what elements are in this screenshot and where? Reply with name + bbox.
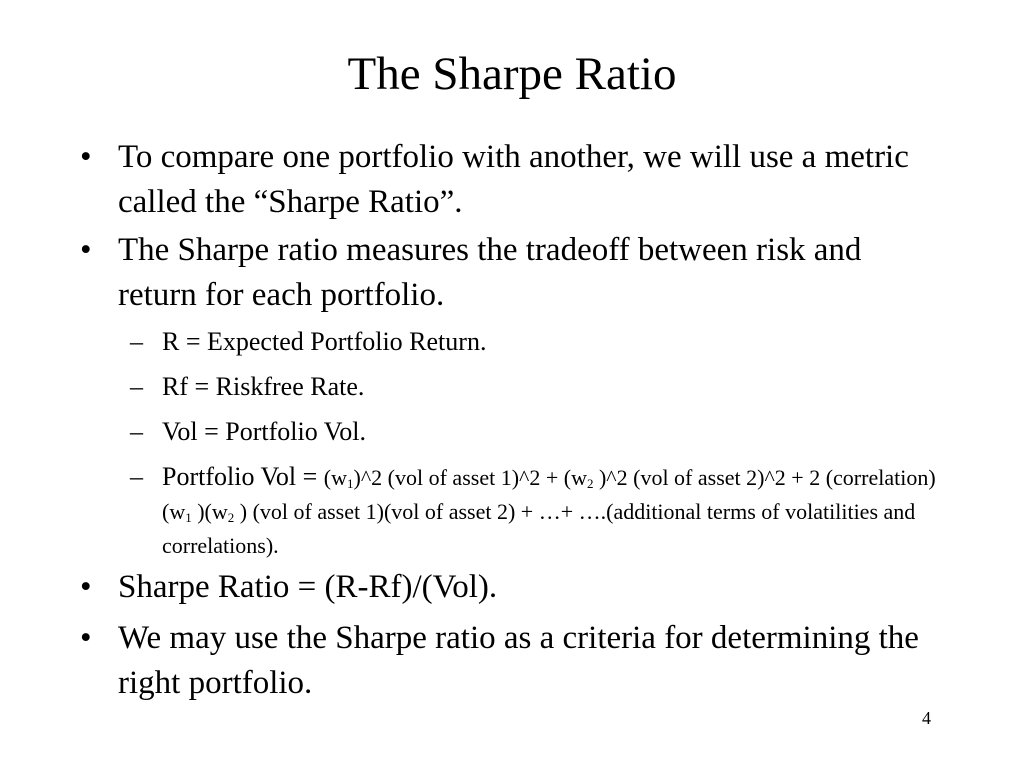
formula-text: $(w_1)\^{}2$ (vol of asset 1)^2 + ($w_2$ )^2 (vol of asset 2)^2 + 2 (correlation) ($w_1$ )($w_2$ ) (vol of asset 1)(vol of asset 2) + …+ ….(additional terms of volatilities and correlations). <box>162 465 936 558</box>
bullet-marker: • <box>80 139 92 175</box>
page-number: 4 <box>922 708 931 728</box>
sub-bullet-marker: – <box>130 462 143 491</box>
bullet-marker: • <box>80 620 92 656</box>
sub-bullet-portfolio-vol: Vol = Portfolio Vol. <box>162 417 366 446</box>
bullet-sharpe-formula: Sharpe Ratio = (R-Rf)/(Vol). <box>118 569 498 605</box>
sub-bullet-marker: – <box>130 327 143 356</box>
sub-bullet-riskfree-rate: Rf = Riskfree Rate. <box>162 372 365 401</box>
formula-lead: Portfolio Vol = <box>162 462 324 491</box>
slide-title: The Sharpe Ratio <box>347 48 677 100</box>
bullet-compare-portfolios: To compare one portfolio with another, we will use a metric called the “Sharpe Ratio”. <box>118 139 909 220</box>
sub-bullet-marker: – <box>130 417 143 446</box>
sub-bullet-expected-return: R = Expected Portfolio Return. <box>162 327 487 356</box>
bullet-sharpe-criteria: We may use the Sharpe ratio as a criteria for determining the right portfolio. <box>118 620 919 701</box>
sub-bullet-vol-formula <box>162 460 942 562</box>
bullet-sharpe-tradeoff: The Sharpe ratio measures the tradeoff between risk and return for each portfolio. <box>118 232 862 313</box>
sub-bullet-marker: – <box>130 372 143 401</box>
bullet-marker: • <box>80 232 92 268</box>
bullet-marker: • <box>80 569 92 605</box>
